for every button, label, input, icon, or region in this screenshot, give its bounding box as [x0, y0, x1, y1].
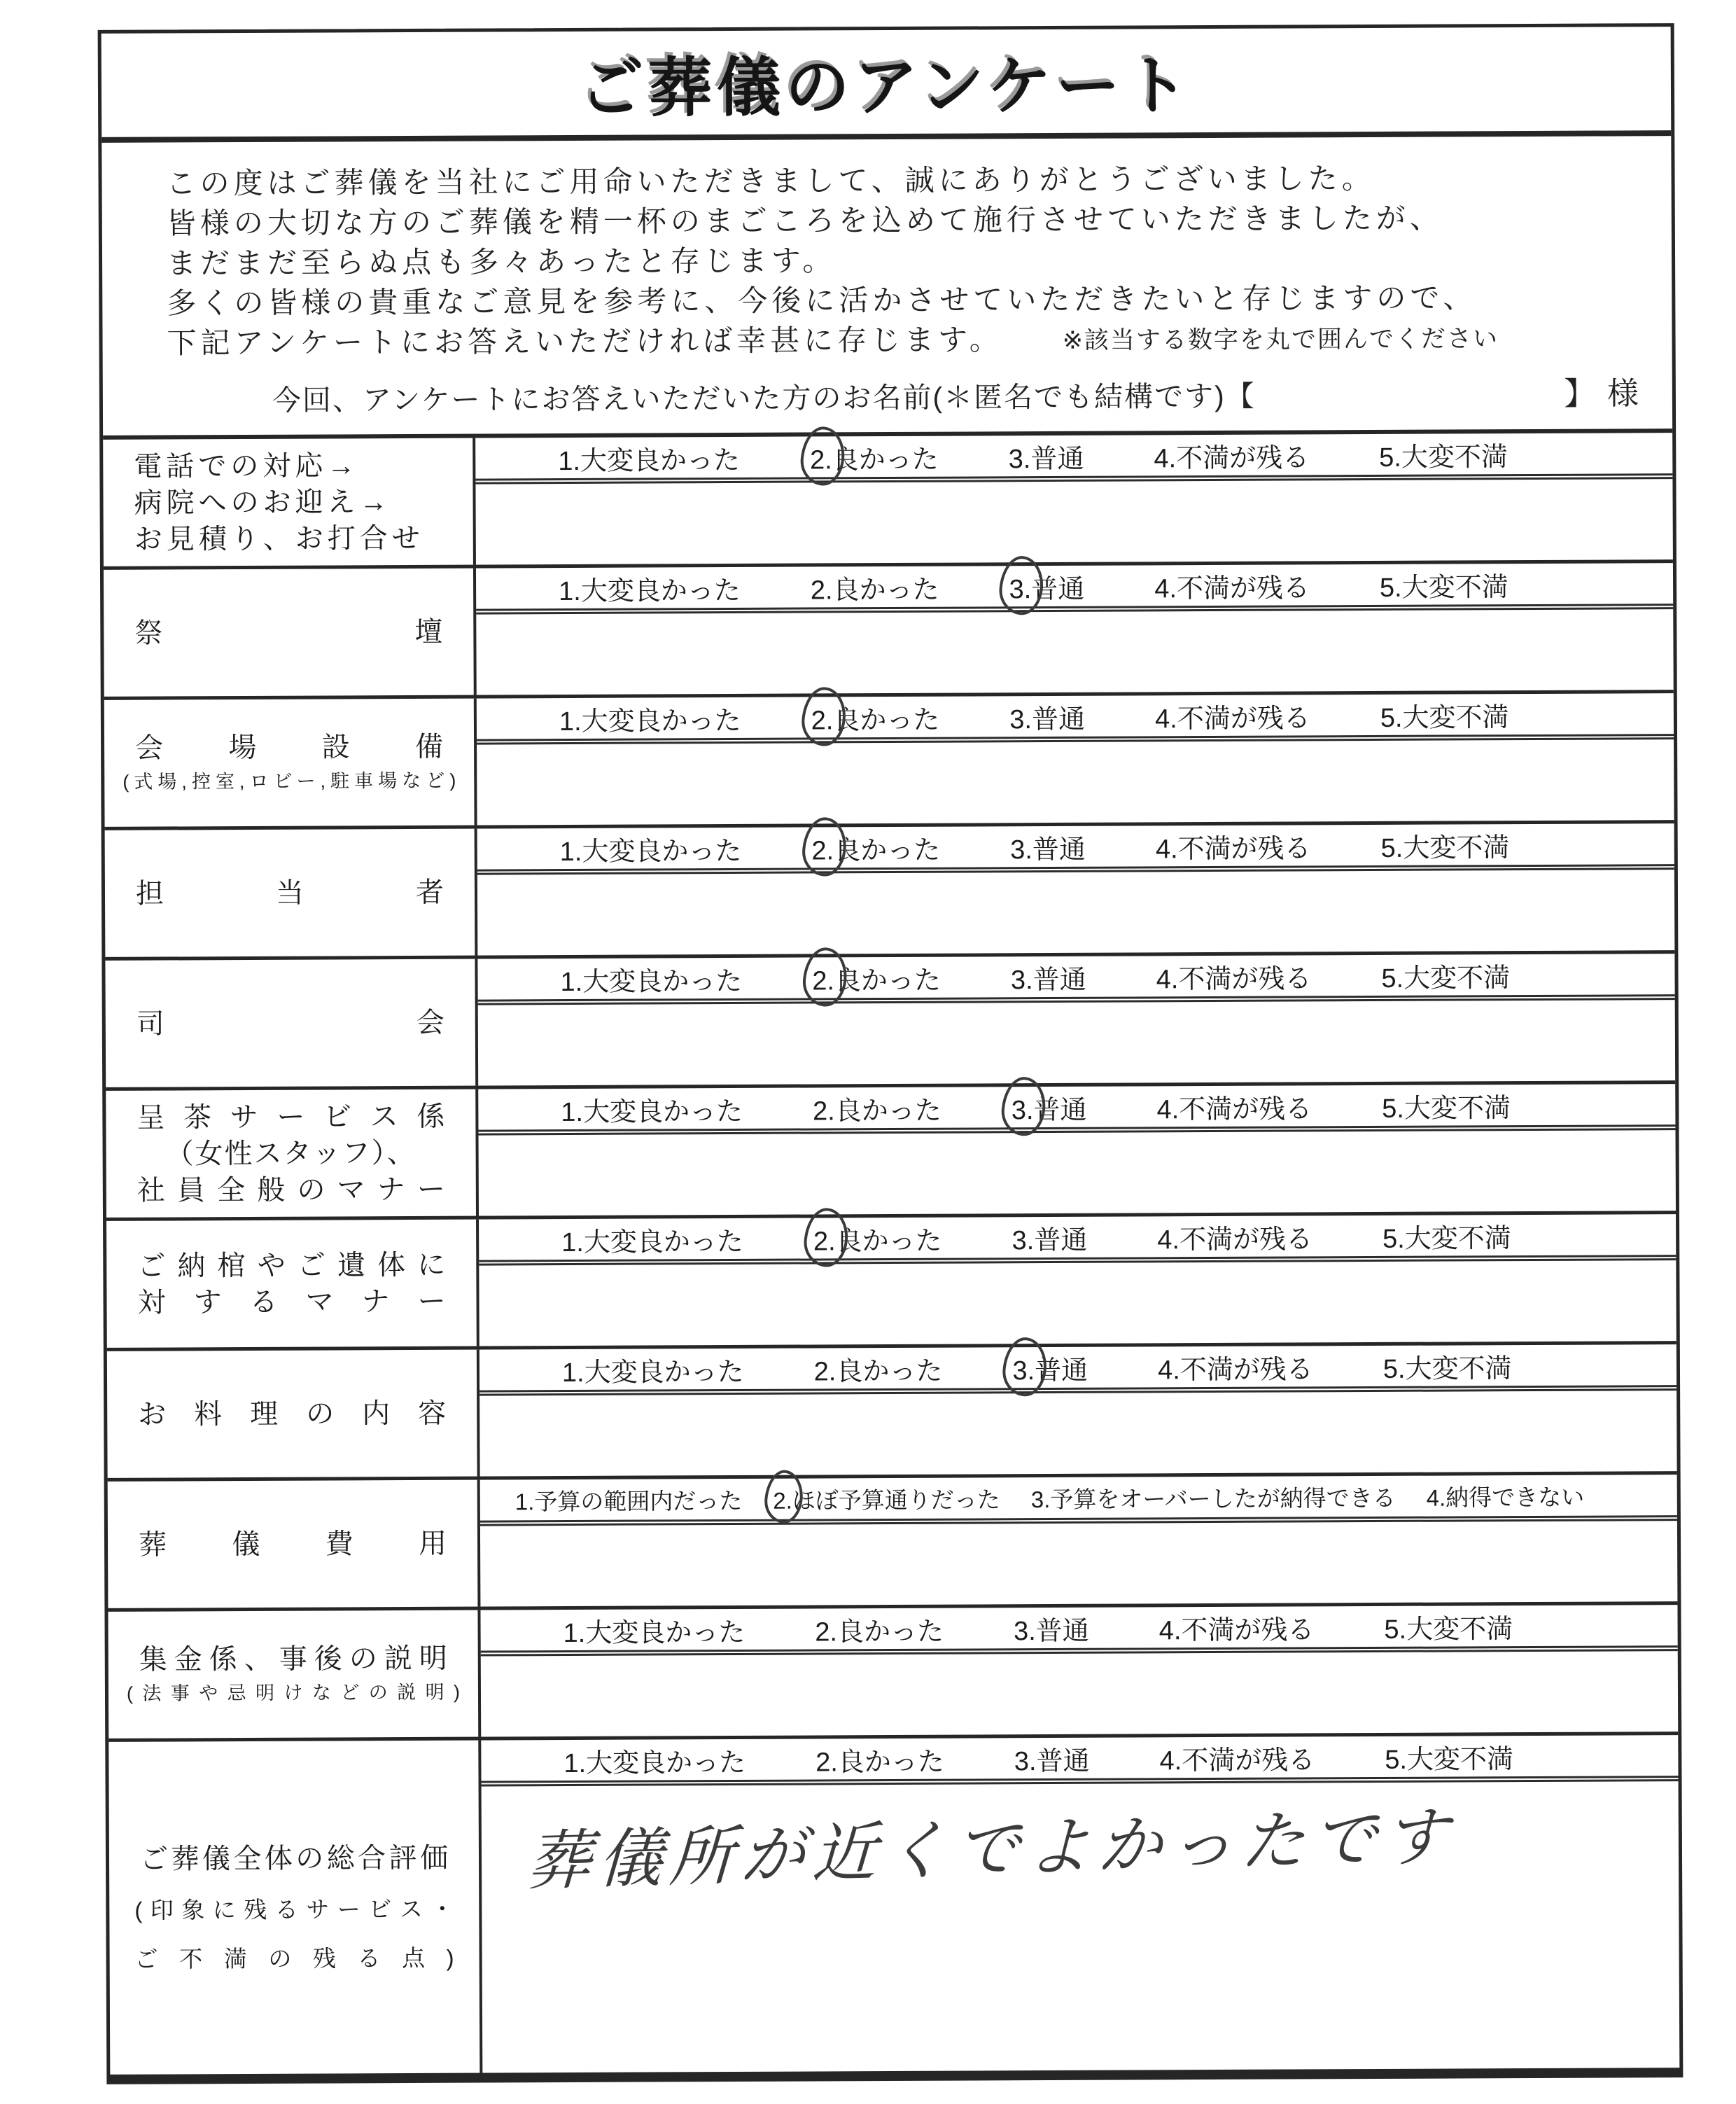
option-number: 3.: [1010, 965, 1033, 995]
option-number: 5.: [1380, 833, 1404, 863]
row-options-column: [477, 954, 1675, 1085]
intro-section: [102, 136, 1672, 440]
option-text: 良かった: [837, 1747, 944, 1777]
row-venue-facilities-option-1[interactable]: [559, 698, 741, 737]
row-tea-service-option-5[interactable]: [1382, 1086, 1511, 1125]
row-options-line: [477, 954, 1674, 1005]
row-funeral-cost-option-2[interactable]: [773, 1482, 1000, 1515]
option-text: 良かった: [836, 1617, 944, 1647]
survey-row-funeral-cost: [108, 1475, 1678, 1612]
row-label-line: 担当者: [135, 877, 444, 910]
row-person-in-charge-option-1[interactable]: [560, 828, 742, 868]
row-label-line: 対するマナー: [137, 1286, 446, 1318]
row-phone-response-option-3[interactable]: [1009, 436, 1084, 475]
row-billing-explanation-option-3[interactable]: [1014, 1608, 1089, 1647]
option-number: 1.: [558, 446, 581, 476]
row-options-line: [479, 1344, 1676, 1395]
option-number: 4.: [1159, 1746, 1182, 1776]
form-title: ご葬儀のアンケート: [579, 50, 1194, 125]
row-options-line: [481, 1735, 1678, 1786]
option-text: 大変不満: [1403, 832, 1510, 863]
row-person-in-charge-option-2[interactable]: [811, 828, 940, 867]
option-number: 3.: [1014, 1746, 1037, 1776]
row-altar-option-2[interactable]: [811, 567, 939, 606]
row-encoffining-manner-option-3[interactable]: [1011, 1218, 1087, 1256]
survey-row-venue-facilities: [104, 693, 1674, 830]
row-phone-response-option-4[interactable]: [1154, 436, 1309, 475]
row-billing-explanation-option-4[interactable]: [1159, 1608, 1315, 1647]
question-table: [103, 433, 1679, 2075]
option-text: 不満が残る: [1176, 573, 1310, 604]
option-number: 3.: [1012, 1356, 1035, 1386]
row-label-venue-facilities: [104, 699, 477, 827]
row-billing-explanation-option-2[interactable]: [815, 1609, 944, 1648]
option-text: 大変良かった: [582, 966, 743, 997]
row-venue-facilities-option-4[interactable]: [1155, 696, 1310, 735]
option-text: 大変不満: [1404, 963, 1511, 994]
option-text: 大変良かった: [586, 1748, 746, 1778]
option-number: 3.: [1009, 575, 1031, 605]
name-close-bracket: 】 様: [1564, 375, 1641, 412]
row-mc-comment-area[interactable]: [478, 1000, 1675, 1085]
row-label-mc: [105, 959, 478, 1087]
option-number: 2.: [816, 1747, 838, 1777]
row-options-column: [476, 563, 1674, 695]
form-title-box: [102, 27, 1672, 143]
survey-row-billing-explanation: [108, 1605, 1678, 1742]
option-text: 大変不満: [1402, 702, 1509, 733]
row-options-line: [477, 823, 1674, 875]
row-altar-option-3[interactable]: [1009, 566, 1084, 605]
row-funeral-cost-option-1[interactable]: [515, 1482, 743, 1516]
option-number: 3.: [1010, 835, 1032, 865]
option-number: 1.: [559, 576, 581, 606]
option-text: 予算の範囲内だった: [534, 1487, 743, 1514]
option-text: 大変不満: [1404, 1093, 1511, 1124]
row-person-in-charge-comment-area[interactable]: [477, 870, 1674, 955]
option-number: 1.: [559, 837, 582, 867]
option-number: 2.: [773, 1487, 792, 1514]
row-options-column: [481, 1735, 1679, 2072]
row-label-line: （女性スタッフ）、: [165, 1137, 416, 1170]
option-number: 4.: [1154, 573, 1177, 604]
option-text: 大変不満: [1406, 1614, 1513, 1645]
row-label-billing-explanation: [108, 1610, 481, 1739]
option-text: 大変良かった: [580, 445, 741, 476]
row-venue-facilities-option-5[interactable]: [1380, 695, 1509, 734]
option-text: 大変良かった: [580, 576, 741, 606]
option-number: 2.: [812, 966, 834, 996]
intro-line-5: 下記アンケートにお答えいただければ幸甚に存じます。: [167, 323, 1003, 360]
option-number: 4.: [1156, 964, 1179, 994]
option-text: 大変良かった: [582, 836, 742, 867]
intro-line-1: この度はご葬儀を当社にご用命いただきまして、誠にありがとうございました。: [166, 161, 1376, 200]
option-text: 普通: [1030, 444, 1084, 474]
row-phone-response-option-5[interactable]: [1379, 435, 1508, 474]
option-number: 1.: [560, 967, 583, 997]
intro-line-4: 多くの皆様の貴重なご意見を参考に、今後に活かさせていただきたいと存じますので、: [167, 281, 1477, 320]
row-altar-option-1[interactable]: [559, 568, 741, 607]
row-tea-service-option-4[interactable]: [1156, 1087, 1312, 1126]
option-number: 3.: [1008, 444, 1031, 474]
respondent-name-line: [167, 373, 1644, 421]
option-number: 5.: [1379, 573, 1402, 603]
row-tea-service-option-2[interactable]: [813, 1088, 941, 1127]
option-number: 4.: [1154, 704, 1177, 734]
option-number: 2.: [815, 1617, 838, 1647]
option-text: 不満が残る: [1182, 1745, 1315, 1776]
option-number: 4.: [1156, 1094, 1180, 1124]
option-number: 2.: [810, 445, 832, 475]
option-text: 大変良かった: [581, 706, 741, 737]
option-number: 1.: [563, 1618, 586, 1648]
option-text: 良かった: [836, 1356, 943, 1386]
option-text: 大変不満: [1401, 442, 1508, 473]
option-text: 普通: [1035, 1356, 1088, 1386]
option-text: 大変不満: [1404, 1223, 1511, 1254]
survey-row-person-in-charge: [105, 823, 1675, 961]
row-mc-option-3[interactable]: [1011, 957, 1086, 996]
row-tea-service-option-3[interactable]: [1011, 1087, 1087, 1126]
option-number: 3.: [1013, 1616, 1036, 1646]
row-options-line: [475, 433, 1672, 484]
intro-line-3: まだまだ至らぬ点も多々あったと存じます。: [166, 244, 836, 280]
option-number: 5.: [1382, 1224, 1405, 1254]
row-label-line: ご不満の残る点): [134, 1944, 454, 1972]
option-number: 3.: [1009, 704, 1032, 734]
option-text: 大変良かった: [585, 1617, 746, 1648]
option-text: 不満が残る: [1181, 1615, 1315, 1645]
option-number: 3.: [1011, 1225, 1035, 1255]
row-label-tea-service: [106, 1089, 479, 1218]
row-options-column: [478, 1084, 1676, 1215]
name-prompt: 今回、アンケートにお答えいただいた方のお名前(＊匿名でも結構です)【: [272, 379, 1256, 417]
option-text: 不満が残る: [1176, 443, 1310, 473]
option-text: 大変良かった: [582, 1096, 743, 1127]
option-text: 納得できない: [1446, 1484, 1585, 1511]
row-options-column: [479, 1344, 1677, 1476]
row-food-option-3[interactable]: [1012, 1348, 1088, 1386]
row-billing-explanation-option-5[interactable]: [1384, 1607, 1513, 1646]
row-overall-evaluation-comment-area[interactable]: [482, 1781, 1680, 2072]
option-text: 普通: [1035, 1616, 1089, 1646]
row-venue-facilities-option-2[interactable]: [811, 697, 940, 737]
option-number: 2.: [813, 1227, 836, 1257]
row-billing-explanation-option-1[interactable]: [563, 1610, 745, 1649]
row-funeral-cost-comment-area[interactable]: [480, 1521, 1677, 1606]
option-text: 良かった: [834, 835, 941, 865]
row-label-line: 電話での対応→: [134, 450, 360, 482]
row-food-option-1[interactable]: [562, 1349, 744, 1388]
option-number: 5.: [1382, 1094, 1405, 1124]
row-altar-option-4[interactable]: [1154, 566, 1310, 605]
intro-line-5-wrap: [167, 316, 1644, 363]
row-encoffining-manner-option-1[interactable]: [561, 1219, 743, 1258]
row-overall-evaluation-option-3[interactable]: [1014, 1739, 1090, 1777]
option-number: 2.: [812, 1096, 835, 1126]
row-options-column: [479, 1214, 1676, 1346]
row-label-line: (印象に残るサービス・: [134, 1895, 454, 1923]
row-label-line: (式場,控室,ロビー,駐車場など): [122, 769, 456, 793]
row-food-option-4[interactable]: [1158, 1347, 1313, 1386]
option-text: 不満が残る: [1178, 963, 1312, 994]
option-number: 5.: [1379, 443, 1401, 473]
row-tea-service-comment-area[interactable]: [479, 1130, 1676, 1215]
row-venue-facilities-option-3[interactable]: [1009, 697, 1085, 735]
option-text: 良かった: [834, 966, 941, 996]
row-person-in-charge-option-3[interactable]: [1010, 827, 1086, 865]
option-text: 普通: [1034, 1225, 1088, 1255]
option-number: 4.: [1155, 834, 1178, 864]
row-food-option-2[interactable]: [814, 1349, 943, 1388]
row-label-line: 呈茶サービス係: [136, 1101, 445, 1134]
row-encoffining-manner-option-5[interactable]: [1382, 1216, 1511, 1255]
row-label-line: 社員全般のマナー: [136, 1173, 445, 1206]
row-altar-comment-area[interactable]: [476, 609, 1673, 695]
row-options-line: [477, 693, 1674, 744]
row-mc-option-4[interactable]: [1156, 956, 1312, 996]
row-label-encoffining-manner: [106, 1220, 479, 1348]
row-options-line: [476, 563, 1673, 614]
option-number: 1.: [561, 1358, 584, 1388]
survey-row-encoffining-manner: [106, 1214, 1676, 1351]
row-label-line: 祭壇: [134, 616, 443, 649]
option-text: 不満が残る: [1179, 1224, 1313, 1255]
row-label-line: 司会: [136, 1007, 444, 1040]
option-text: 良かった: [835, 1226, 942, 1256]
option-number: 4.: [1154, 443, 1177, 473]
option-text: 不満が残る: [1179, 1094, 1312, 1124]
row-options-column: [477, 693, 1674, 825]
option-text: 予算をオーバーしたが納得できる: [1050, 1484, 1396, 1512]
row-encoffining-manner-option-4[interactable]: [1157, 1217, 1312, 1256]
survey-row-mc: [105, 954, 1675, 1091]
row-funeral-cost-option-3[interactable]: [1031, 1479, 1396, 1514]
row-label-line: お料理の内容: [138, 1398, 447, 1430]
row-options-line: [478, 1084, 1675, 1135]
row-options-column: [480, 1475, 1678, 1606]
option-text: 普通: [1032, 835, 1086, 865]
option-number: 4.: [1426, 1484, 1446, 1511]
option-text: 良かった: [832, 445, 939, 475]
row-overall-evaluation-option-2[interactable]: [816, 1739, 944, 1778]
row-label-funeral-cost: [108, 1480, 481, 1608]
row-food-comment-area[interactable]: [479, 1391, 1676, 1476]
row-label-person-in-charge: [105, 829, 478, 957]
row-label-food: [107, 1350, 480, 1478]
survey-row-overall-evaluation: [108, 1735, 1679, 2075]
row-billing-explanation-comment-area[interactable]: [481, 1651, 1678, 1736]
row-overall-evaluation-option-5[interactable]: [1385, 1737, 1513, 1776]
option-number: 5.: [1384, 1615, 1407, 1645]
row-tea-service-option-1[interactable]: [561, 1089, 743, 1128]
option-text: 不満が残る: [1177, 703, 1310, 734]
row-mc-option-2[interactable]: [812, 958, 941, 997]
questionnaire-form: [98, 23, 1684, 2084]
row-label-line: 葬儀費用: [138, 1528, 447, 1561]
option-text: 良かった: [833, 705, 940, 735]
option-number: 1.: [561, 1097, 584, 1127]
option-text: ほぼ予算通りだった: [792, 1486, 1000, 1514]
survey-row-phone-response: [103, 433, 1673, 570]
option-number: 5.: [1385, 1745, 1408, 1775]
row-funeral-cost-option-4[interactable]: [1427, 1479, 1585, 1512]
option-text: 大変不満: [1405, 1353, 1512, 1384]
option-text: 良かった: [834, 1096, 941, 1126]
row-label-overall-evaluation: [108, 1741, 482, 2075]
option-number: 5.: [1380, 703, 1403, 733]
row-person-in-charge-option-4[interactable]: [1156, 826, 1311, 865]
option-text: 普通: [1033, 1095, 1087, 1125]
row-phone-response-option-1[interactable]: [558, 438, 740, 477]
option-text: 大変不満: [1406, 1744, 1514, 1775]
row-encoffining-manner-option-2[interactable]: [813, 1218, 942, 1257]
row-label-line: ご納棺やご遺体に: [137, 1249, 446, 1282]
row-options-line: [480, 1475, 1677, 1526]
option-number: 4.: [1158, 1615, 1182, 1645]
row-label-altar: [104, 569, 477, 697]
row-options-column: [480, 1605, 1678, 1736]
option-number: 1.: [561, 1227, 584, 1257]
option-number: 4.: [1158, 1355, 1180, 1385]
row-venue-facilities-comment-area[interactable]: [477, 739, 1674, 825]
row-overall-evaluation-option-1[interactable]: [564, 1740, 746, 1779]
option-number: 2.: [811, 836, 834, 866]
option-text: 不満が残る: [1180, 1354, 1313, 1385]
option-text: 普通: [1031, 704, 1086, 734]
option-number: 2.: [811, 706, 834, 736]
row-label-line: 集金係、事後の説明: [139, 1643, 447, 1675]
intro-line-2: 皆様の大切な方のご葬儀を精一杯のまごころを込めて施行させていただきましたが、: [166, 201, 1443, 240]
row-overall-evaluation-option-4[interactable]: [1159, 1738, 1315, 1777]
row-options-column: [475, 433, 1673, 564]
option-text: 良かった: [832, 575, 939, 605]
option-text: 普通: [1036, 1746, 1090, 1776]
row-mc-option-1[interactable]: [560, 959, 742, 998]
survey-row-altar: [104, 563, 1674, 700]
option-number: 5.: [1381, 963, 1404, 994]
option-text: 不満が残る: [1177, 833, 1311, 864]
option-text: 大変不満: [1401, 572, 1508, 603]
row-options-line: [480, 1605, 1677, 1656]
option-text: 大変良かった: [583, 1227, 743, 1257]
option-number: 1.: [514, 1488, 535, 1514]
row-label-line: (法事や忌明けなどの説明): [126, 1681, 461, 1704]
option-number: 2.: [813, 1356, 836, 1386]
option-number: 3.: [1011, 1096, 1034, 1126]
row-person-in-charge-option-5[interactable]: [1380, 825, 1509, 865]
handwritten-comment: 葬儀所が近くでよかったです: [525, 1801, 1457, 1898]
row-phone-response-option-2[interactable]: [810, 437, 939, 476]
row-encoffining-manner-comment-area[interactable]: [479, 1260, 1676, 1346]
row-label-phone-response: [103, 438, 476, 566]
row-mc-option-5[interactable]: [1381, 956, 1510, 995]
row-options-column: [477, 823, 1675, 955]
survey-row-food: [107, 1344, 1677, 1482]
survey-row-tea-service: [106, 1084, 1676, 1221]
option-number: 5.: [1382, 1354, 1406, 1384]
option-number: 2.: [810, 575, 833, 605]
row-label-line: お見積り、お打合せ: [134, 522, 424, 555]
option-number: 4.: [1157, 1225, 1180, 1255]
row-altar-option-5[interactable]: [1380, 565, 1508, 604]
row-label-line: ご葬儀全体の総合評価: [139, 1842, 449, 1875]
row-food-option-5[interactable]: [1383, 1346, 1512, 1386]
row-label-line: 会場設備: [134, 731, 444, 764]
circle-instruction-note: ※該当する数字を丸で囲んでください: [1062, 325, 1499, 354]
option-text: 大変良かった: [584, 1357, 744, 1388]
option-number: 3.: [1030, 1486, 1051, 1512]
option-text: 普通: [1031, 574, 1085, 604]
row-phone-response-comment-area[interactable]: [475, 479, 1672, 564]
option-number: 1.: [564, 1748, 587, 1778]
name-input-blank[interactable]: [1256, 405, 1564, 406]
row-options-line: [479, 1214, 1676, 1265]
option-number: 1.: [559, 706, 582, 737]
option-text: 普通: [1032, 965, 1086, 995]
row-label-line: 病院へのお迎え→: [134, 486, 392, 519]
